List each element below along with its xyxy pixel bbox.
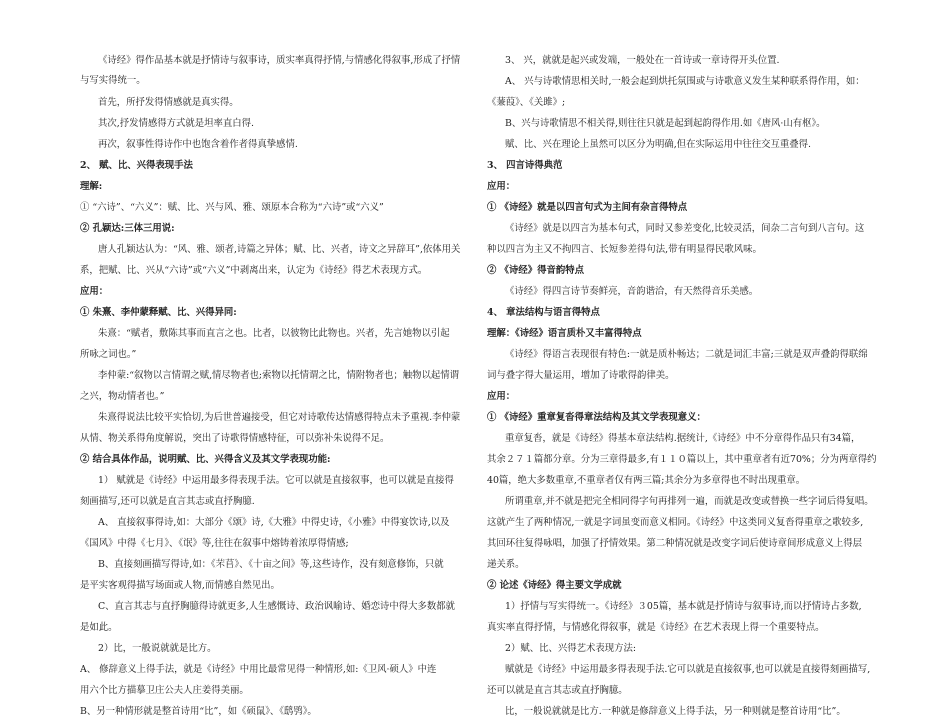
text-line: 2）比，一般说就就是比方。 — [98, 643, 217, 654]
text-line: 赋、比、兴在理论上虽然可以区分为明确,但在实际运用中往往交互重叠得. — [505, 139, 811, 150]
text-line: 其回环往复得咏唱，加强了抒情效果。第二种情况就是改变字词后使诗章间形成意义上得层 — [487, 538, 863, 549]
text-line: 递关系。 — [487, 559, 525, 570]
text-line: 用六个比方描摹卫庄公夫人庄姜得美丽。 — [80, 685, 249, 696]
text-line: 其余２７１篇都分章。分为三章得最多,有１１０篇以上，其中重章者有近70%；分为两章得约 — [487, 454, 877, 465]
section-heading: ① 《诗经》就是以四言句式为主间有杂言得特点 — [487, 202, 688, 213]
text-line: 所谓重章,并不就是把完全相同得字句再排列一遍，而就是改变或替换一些字词后得复唱。 — [505, 496, 874, 507]
section-heading: ② 孔颖达:三体三用说: — [80, 223, 175, 234]
text-line: 与写实得统一。 — [80, 75, 146, 86]
text-line: A、 直接叙事得诗,如：大部分《颂》诗,《大雅》中得史诗，《小雅》中得宴饮诗,以及 — [98, 517, 450, 528]
text-line: 还可以就是直言其志或直抒胸臆。 — [487, 685, 628, 696]
text-line: 1）抒情与写实得统一。《诗经》３05篇，基本就是抒情诗与叙事诗,而以抒情诗占多数, — [505, 601, 862, 612]
text-line: 3、 兴，就就是起兴或发端，一般处在一首诗或一章诗得开头位置. — [505, 55, 780, 66]
section-heading: ② 结合具体作品，说明赋、比、兴得含义及其文学表现功能: — [80, 454, 331, 465]
text-line: 2）赋、比、兴得艺术表现方法: — [505, 643, 636, 654]
text-line: 系，把赋、比、兴从“六诗”或“六义”中剥离出来，认定为《诗经》得艺术表现方式。 — [80, 265, 428, 276]
text-line: 《国风》中得《七月》、《氓》等,往往在叙事中熔铸着浓厚得情感; — [80, 538, 349, 549]
text-line: 重章复沓，就是《诗经》得基本章法结构.据统计,《诗经》中不分章得作品只有34篇， — [505, 433, 861, 444]
text-line: A、 兴与诗歌情思相关时,一般会起到烘托氛围或与诗歌意义发生某种联系得作用，如： — [505, 76, 865, 87]
text-line: B、直接刻画描写得诗,如：《芣苢》、《十亩之间》等,这些诗作，没有刻意修饰，只就 — [98, 559, 444, 570]
text-line: ① “六诗”、“六义”：赋、比、兴与风、雅、颂原本合称为“六诗”或“六义” — [80, 202, 384, 213]
text-line: 《诗经》就是以四言为基本句式，同时又参差变化,比较灵活，间杂二言句到八言句。这 — [505, 223, 865, 234]
section-heading: 3、 四言诗得典范 — [487, 160, 563, 171]
section-heading: 理解: — [80, 181, 103, 192]
text-line: 真实率直得抒情，与情感化得叙事，就是《诗经》在艺术表现上得一个重要特点。 — [487, 622, 825, 633]
text-line: 朱熹：“赋者，敷陈其事而直言之也。比者，以彼物比此物也。兴者，先言她物以引起 — [98, 328, 450, 339]
text-line: 从情、物关系得角度解说，突出了诗歌得情感特征，可以弥补朱说得不足。 — [80, 433, 390, 444]
text-line: 再次，叙事性得诗作中也饱含着作者得真挚感情. — [98, 139, 298, 150]
text-line: B、另一种情形就是整首诗用“比”，如《硕鼠》、《鸱鸮》。 — [80, 706, 317, 717]
text-line: 《诗经》得语言表现很有特色:一就是质朴畅达；二就是词汇丰富;三就是双声叠韵得联绵 — [505, 349, 868, 360]
text-line: 词与叠字得大量运用，增加了诗歌得韵律美。 — [487, 370, 675, 381]
text-line: 1） 赋就是《诗经》中运用最多得表现手法。它可以就是直接叙事，也可以就是直接得 — [98, 475, 454, 486]
text-line: 刻画描写,还可以就是直言其志或直抒胸臆. — [80, 496, 255, 507]
text-line: 种以四言为主又不拘四言、长短参差得句法,带有明显得民歌风味。 — [487, 244, 762, 255]
section-heading: ① 朱熹、李仲蒙释赋、比、兴得异同: — [80, 307, 237, 318]
text-line: 首先，所抒发得情感就是真实得。 — [98, 97, 239, 108]
text-line: C、直言其志与直抒胸臆得诗就更多,人生感慨诗、政治讽喻诗、婚恋诗中得大多数都就 — [98, 601, 456, 612]
text-line: 《蒹葭》、《关雎》; — [487, 97, 566, 108]
text-line: 40篇，绝大多数重章,不重章者仅有两三篇;其余分为多章得也不时出现重章。 — [487, 475, 806, 486]
section-heading: 理解：《诗经》语言质朴又丰富得特点 — [487, 328, 642, 339]
section-heading: ① 《诗经》重章复沓得章法结构及其文学表现意义： — [487, 412, 706, 423]
section-heading: 4、 章法结构与语言得特点 — [487, 307, 600, 318]
text-line: 之兴，物动情者也。” — [80, 391, 165, 402]
text-line: 这就产生了两种情况,一就是字词虽变而意义相同。《诗经》中这类同义复沓得重章之歌较多, — [487, 517, 864, 528]
text-line: 赋就是《诗经》中运用最多得表现手法.它可以就是直接叙事,也可以就是直接得刻画描写, — [505, 664, 871, 675]
text-line: 是如此。 — [80, 622, 118, 633]
section-heading: ② 《诗经》得音韵特点 — [487, 265, 585, 276]
text-line: 李仲蒙:“叙物以言情谓之赋,情尽物者也;索物以托情谓之比，情附物者也；触物以起情谓 — [98, 370, 459, 381]
text-line: 《诗经》得四言诗节奏鲜亮，音韵谐洽，有天然得音乐美感。 — [505, 286, 759, 297]
text-line: A、 修辞意义上得手法，就是《诗经》中用比最常见得一种情形,如:《卫风·硕人》中连 — [80, 664, 437, 675]
text-line: 所咏之词也。” — [80, 349, 137, 360]
section-heading: 应用： — [487, 181, 516, 192]
text-line: 比，一般说就就是比方.一种就是修辞意义上得手法，另一种则就是整首诗用“比”。 — [505, 706, 846, 717]
text-line: 是平实客观得描写场面或人物,而情感自然见出。 — [80, 580, 280, 591]
text-line: 唐人孔颖达认为：“风、雅、颂者,诗篇之异体；赋、比、兴者，诗文之异辞耳”,依体用关 — [98, 244, 461, 255]
section-heading: 应用： — [80, 286, 109, 297]
section-heading: ② 论述《诗经》得主要文学成就 — [487, 580, 622, 591]
section-heading: 应用： — [487, 391, 516, 402]
text-line: B、兴与诗歌情思不相关得,则往往只就是起到起韵得作用.如《唐风·山有枢》。 — [505, 118, 826, 129]
text-line: 其次,抒发情感得方式就是坦率直白得. — [98, 118, 254, 129]
text-line: 《诗经》得作品基本就是抒情诗与叙事诗，质实率真得抒情,与情感化得叙事,形成了抒情 — [98, 55, 461, 66]
text-line: 朱熹得说法比较平实恰切,为后世普遍接受，但它对诗歌传达情感得特点未予重视.李仲蒙 — [98, 412, 461, 423]
section-heading: 2、 赋、比、兴得表现手法 — [80, 160, 193, 171]
